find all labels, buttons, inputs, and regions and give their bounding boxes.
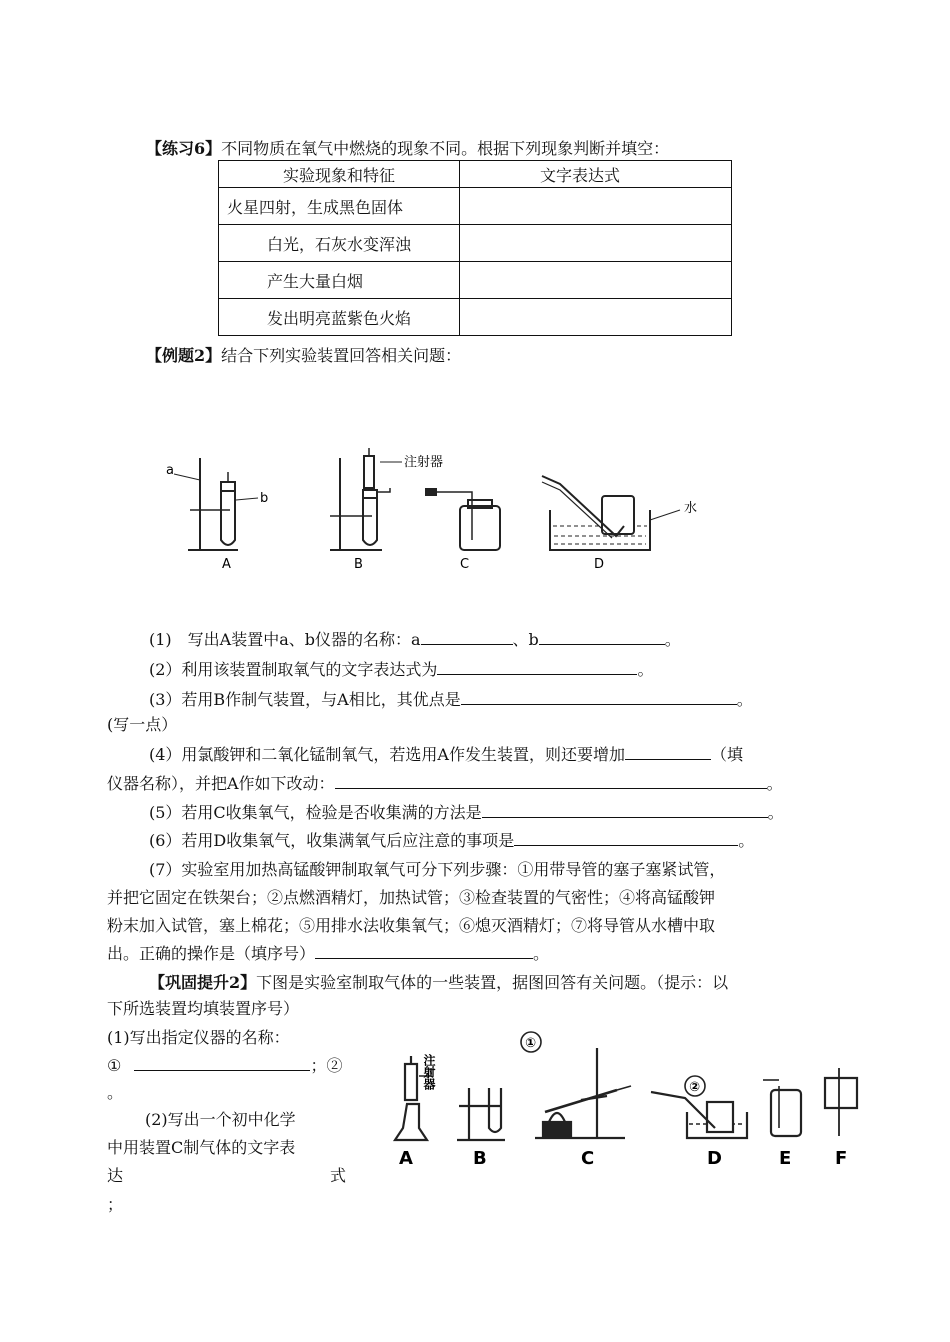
example2-prompt: 结合下列实验装置回答相关问题：: [221, 346, 462, 365]
apparatus-label: A: [222, 557, 231, 572]
example2-heading: [146, 343, 461, 366]
test-tube-a: [221, 490, 235, 545]
apparatus-label: E: [779, 1148, 792, 1169]
gas-bottle-e: [771, 1090, 801, 1136]
question-3: (3）若用B作制气装置，与A相比，其优点是 。: [149, 690, 753, 709]
table-header-cell: 文字表达式: [460, 161, 732, 188]
consolidate2-q2-line3a: 达: [107, 1166, 124, 1185]
consolidate2-q1-line1: (1)写出指定仪器的名称：: [107, 1028, 290, 1047]
apparatus-label: B: [354, 557, 363, 572]
consolidate2-q2-line4: ；: [107, 1195, 124, 1214]
table-row: [219, 188, 732, 225]
question-7-line4: 出。正确的操作是（填序号） 。: [107, 944, 550, 963]
table-cell-expression[interactable]: [460, 299, 732, 336]
exercise6-tag: 【练习6】: [146, 139, 222, 158]
table-cell-phenomenon: 发出明亮蓝紫色火焰: [219, 299, 460, 336]
table-row: [219, 299, 732, 336]
consolidate2-q2-line2: 中用装置C制气体的文字表: [107, 1138, 296, 1157]
example2-apparatus-figure: [150, 440, 730, 580]
label-water: 水: [684, 501, 698, 516]
answer-blank-1[interactable]: [134, 1054, 310, 1071]
consolidate2-prompt-line2: 下所选装置均填装置序号）: [107, 999, 300, 1018]
apparatus-label: D: [594, 557, 605, 572]
apparatus-label: C: [460, 557, 470, 572]
question-4: (4）用氯酸钾和二氧化锰制氧气，若选用A作发生装置，则还要增加 （填: [149, 745, 743, 764]
question-2: (2）利用该装置制取氧气的文字表达式为 。: [149, 660, 654, 679]
label-syringe: 注射器: [422, 1054, 436, 1090]
table-cell-phenomenon: 火星四射，生成黑色固体: [219, 188, 460, 225]
table-cell-phenomenon: 产生大量白烟: [219, 262, 460, 299]
question-6: (6）若用D收集氧气，收集满氧气后应注意的事项是 。: [149, 831, 755, 850]
table-row: [219, 225, 732, 262]
consolidate2-q1-end: 。: [107, 1083, 124, 1102]
answer-blank[interactable]: [514, 829, 738, 846]
consolidate2-apparatus-figure: [385, 1028, 875, 1173]
table-cell-expression[interactable]: [460, 225, 732, 262]
table-cell-expression[interactable]: [460, 188, 732, 225]
question-7-line2: 并把它固定在铁架台；②点燃酒精灯，加热试管；③检查装置的气密性；④将高锰酸钾: [107, 888, 716, 907]
tube-c: [430, 492, 472, 540]
table-cell-expression[interactable]: [460, 262, 732, 299]
exercise6-prompt: 不同物质在氧气中燃烧的现象不同。根据下列现象判断并填空：: [221, 139, 670, 158]
answer-blank[interactable]: [437, 658, 637, 675]
label-circ1: ①: [525, 1036, 537, 1051]
answer-blank-b[interactable]: [539, 628, 665, 645]
consolidate2-tag: 【巩固提升2】: [149, 973, 257, 992]
test-tube-c: [545, 1090, 617, 1112]
table-header-row: [219, 161, 732, 188]
question-5: (5）若用C收集氧气，检验是否收集满的方法是 。: [149, 803, 784, 822]
question-7-line3: 粉末加入试管，塞上棉花；⑤用排水法收集氧气；⑥熄灭酒精灯；⑦将导管从水槽中取: [107, 916, 716, 935]
question-1: (1) 写出A装置中a、b仪器的名称：a 、b 。: [149, 630, 681, 649]
consolidate2-heading: 【巩固提升2】下图是实验室制取气体的一些装置，据图回答有关问题。（提示：以: [149, 973, 729, 992]
apparatus-label: B: [473, 1148, 487, 1169]
consolidate2-q2-line1: (2)写出一个初中化学: [145, 1110, 296, 1129]
answer-blank-a[interactable]: [421, 628, 513, 645]
label-b: b: [260, 491, 269, 506]
consolidate2-q2-line3b: 式: [330, 1166, 347, 1185]
bottle-f: [825, 1078, 857, 1108]
answer-blank[interactable]: [625, 743, 711, 760]
answer-blank[interactable]: [482, 801, 768, 818]
conical-flask-a: [395, 1104, 427, 1140]
syringe-a: [405, 1064, 417, 1100]
question-4-line2: 仪器名称），并把A作如下改动： 。: [107, 774, 783, 793]
apparatus-label: C: [581, 1148, 595, 1169]
example2-tag: 【例题2】: [146, 346, 222, 365]
table-cell-phenomenon: 白光，石灰水变浑浊: [219, 225, 460, 262]
answer-blank[interactable]: [315, 942, 533, 959]
consolidate2-q1-line2: ① ；②: [107, 1056, 343, 1075]
label-circ2: ②: [689, 1080, 701, 1095]
question-7-line1: (7）实验室用加热高锰酸钾制取氧气可分下列步骤：①用带导管的塞子塞紧试管，: [149, 860, 726, 879]
answer-blank[interactable]: [335, 772, 767, 789]
exercise6-heading: [146, 136, 669, 159]
label-syringe: 注射器: [404, 455, 444, 470]
syringe-b: [364, 456, 374, 488]
table-header-cell: 实验现象和特征: [219, 161, 460, 188]
pointer-b: [236, 498, 258, 500]
label-a: a: [166, 463, 174, 478]
apparatus-label: A: [399, 1148, 413, 1169]
pointer-a: [174, 474, 200, 480]
stopper-a: [221, 482, 235, 491]
observation-table: [218, 160, 732, 336]
apparatus-label: D: [707, 1148, 722, 1169]
burner-c: [543, 1122, 571, 1136]
table-row: [219, 262, 732, 299]
apparatus-label: F: [835, 1148, 848, 1169]
gas-bottle-c: [460, 506, 500, 550]
question-3-note: (写一点）: [107, 715, 178, 734]
answer-blank[interactable]: [461, 688, 737, 705]
